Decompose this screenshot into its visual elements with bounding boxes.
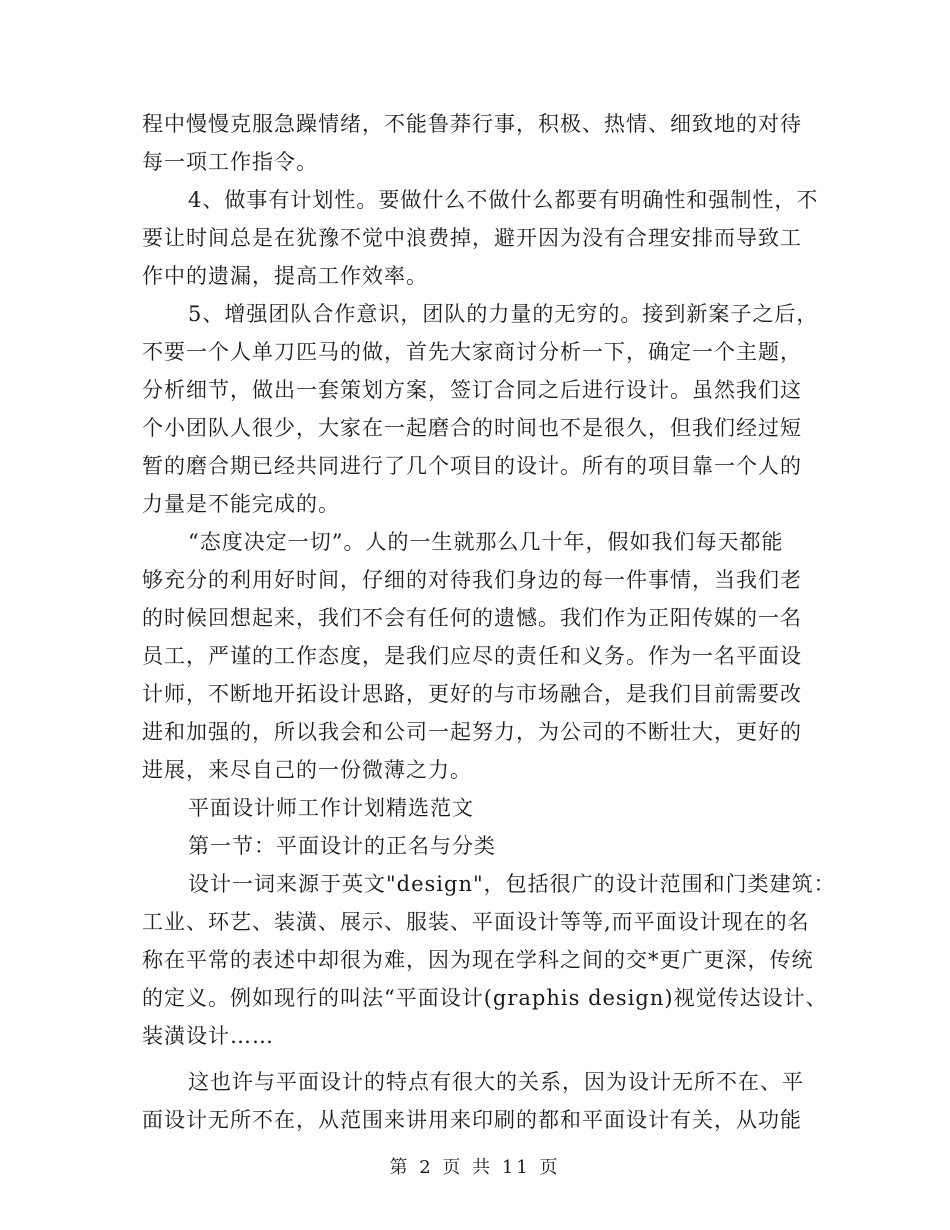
text-line: 个小团队人很少，大家在一起磨合的时间也不是很久，但我们经过短 <box>142 416 802 440</box>
text-line: 员工，严谨的工作态度，是我们应尽的责任和义务。作为一名平面设 <box>142 644 802 668</box>
text-line: 进展，来尽自己的一份微薄之力。 <box>142 758 472 782</box>
text-line: 够充分的利用好时间，仔细的对待我们身边的每一件事情，当我们老 <box>142 568 802 592</box>
text-line: 第一节：平面设计的正名与分类 <box>188 834 496 858</box>
text-line: “态度决定一切”。人的一生就那么几十年，假如我们每天都能 <box>188 530 784 554</box>
text-line: 程中慢慢克服急躁情绪，不能鲁莽行事，积极、热情、细致地的对待 <box>142 112 802 136</box>
text-line: 这也许与平面设计的特点有很大的关系，因为设计无所不在、平 <box>188 1070 804 1094</box>
text-line: 进和加强的，所以我会和公司一起努力，为公司的不断壮大，更好的 <box>142 720 802 744</box>
page-footer: 第 2 页 共 11 页 <box>389 1157 561 1178</box>
text-line: 计师，不断地开拓设计思路，更好的与市场融合，是我们目前需要改 <box>142 682 802 706</box>
text-line: 分析细节，做出一套策划方案，签订合同之后进行设计。虽然我们这 <box>142 378 802 402</box>
text-line: 的定义。例如现行的叫法“平面设计(graphis design)视觉传达设计、 <box>142 986 828 1010</box>
text-line: 平面设计师工作计划精选范文 <box>188 796 474 820</box>
text-line: 的时候回想起来，我们不会有任何的遗憾。我们作为正阳传媒的一名 <box>142 606 802 630</box>
text-line: 每一项工作指令。 <box>142 150 318 174</box>
text-line: 不要一个人单刀匹马的做，首先大家商讨分析一下，确定一个主题， <box>142 340 802 364</box>
body-text <box>142 105 836 1139</box>
text-line: 工业、环艺、装潢、展示、服装、平面设计等等,而平面设计现在的名 <box>142 910 810 934</box>
text-line: 装潢设计…… <box>142 1024 274 1048</box>
text-line: 4、做事有计划性。要做什么不做什么都要有明确性和强制性，不 <box>188 188 819 212</box>
text-line: 5、增强团队合作意识，团队的力量的无穷的。接到新案子之后， <box>188 302 819 326</box>
text-line: 暂的磨合期已经共同进行了几个项目的设计。所有的项目靠一个人的 <box>142 454 802 478</box>
text-line: 力量是不能完成的。 <box>142 492 340 516</box>
text-line: 作中的遗漏，提高工作效率。 <box>142 264 428 288</box>
text-line: 称在平常的表述中却很为难，因为现在学科之间的交*更广更深，传统 <box>142 948 814 972</box>
text-line: 设计一词来源于英文"design"，包括很广的设计范围和门类建筑： <box>188 872 836 896</box>
text-line: 要让时间总是在犹豫不觉中浪费掉，避开因为没有合理安排而导致工 <box>142 226 802 250</box>
text-line: 面设计无所不在，从范围来讲用来印刷的都和平面设计有关，从功能 <box>142 1108 802 1132</box>
